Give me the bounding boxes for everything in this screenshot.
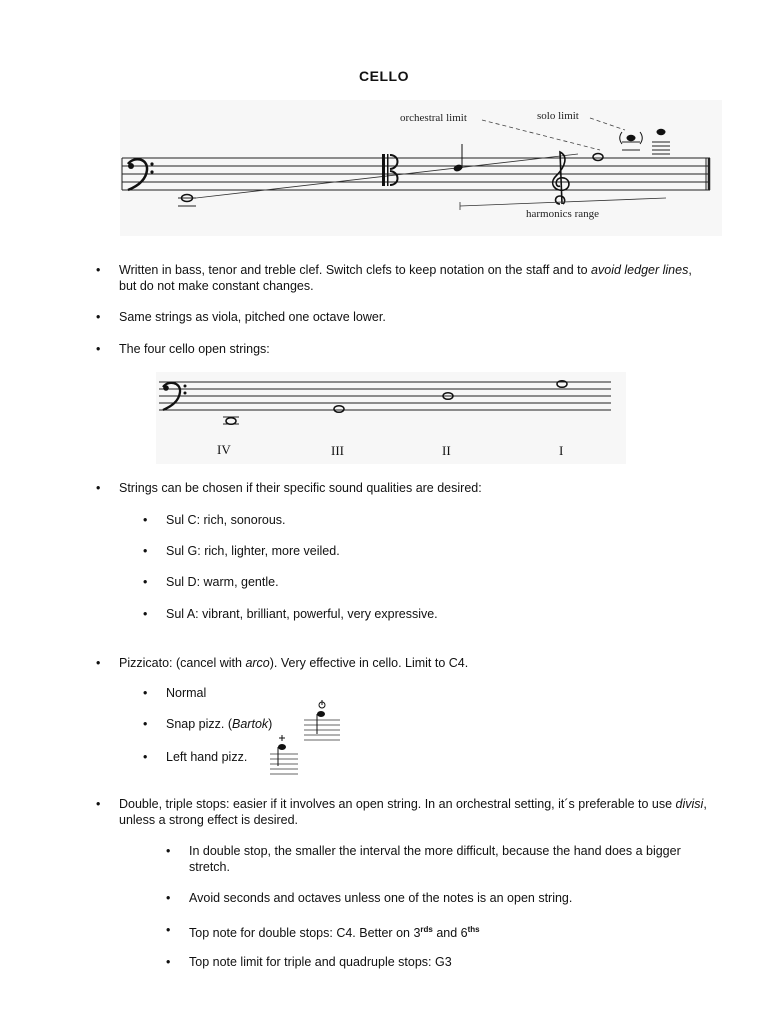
bullet-text: , but do not make constant changes. xyxy=(119,263,692,293)
bullet-emphasis: arco xyxy=(245,656,270,670)
bullet-emphasis: Bartok xyxy=(232,717,269,731)
bullet-icon: • xyxy=(143,575,148,589)
bullet-icon: • xyxy=(166,844,171,858)
bullet-text: Sul A: vibrant, brilliant, powerful, very expressive. xyxy=(166,607,438,621)
bullet-icon: • xyxy=(96,797,101,811)
superscript: ths xyxy=(467,925,480,934)
bullet-emphasis: avoid ledger lines xyxy=(591,263,689,277)
open-strings-staff xyxy=(156,372,626,464)
bullet-text: The four cello open strings: xyxy=(119,342,270,356)
bullet-icon: • xyxy=(166,955,171,969)
string-label-i: I xyxy=(559,443,564,458)
bullet-text: , unless a strong effect is desired. xyxy=(119,797,707,827)
bullet-icon: • xyxy=(96,656,101,670)
string-label-iv: IV xyxy=(217,442,231,457)
bullet-icon: • xyxy=(143,717,148,731)
harmonics-range-label: harmonics range xyxy=(526,208,599,220)
bullet-icon: • xyxy=(143,607,148,621)
bullet-text: Written in bass, tenor and treble clef. Switch clefs to keep notation on the staff and to xyxy=(119,263,592,277)
bullet-icon: • xyxy=(96,481,101,495)
string-label-iii: III xyxy=(331,443,344,458)
bullet-text: ) xyxy=(268,717,273,731)
bullet-text: ). Very effective in cello. Limit to C4. xyxy=(269,656,469,670)
bullet-text: Top note limit for triple and quadruple stops: G3 xyxy=(189,955,452,969)
bullet-text: Same strings as viola, pitched one octave lower. xyxy=(119,310,386,324)
bullet-icon: • xyxy=(143,750,148,764)
bullet-icon: • xyxy=(166,923,171,937)
bullet-text: Sul D: warm, gentle. xyxy=(166,575,279,589)
bullet-icon: • xyxy=(143,686,148,700)
bullet-text: Left hand pizz. xyxy=(166,750,248,764)
bullet-icon: • xyxy=(96,310,101,324)
string-label-ii: II xyxy=(442,443,451,458)
bullet-icon: • xyxy=(143,544,148,558)
bullet-text: Avoid seconds and octaves unless one of the notes is an open string. xyxy=(189,891,573,905)
cello-range-staff xyxy=(120,100,722,236)
bullet-text: and 6 xyxy=(432,926,468,941)
solo-limit-label: solo limit xyxy=(537,110,579,122)
bullet-text: Normal xyxy=(166,686,207,700)
left-hand-pizz-symbol xyxy=(268,734,302,778)
bullet-icon: • xyxy=(96,342,101,356)
bullet-text: Pizzicato: (cancel with xyxy=(119,656,246,670)
bullet-text: In double stop, the smaller the interval the more difficult, because the hand does a bigger stretch. xyxy=(189,844,681,874)
bullet-text: Sul C: rich, sonorous. xyxy=(166,513,286,527)
bullet-text: Sul G: rich, lighter, more veiled. xyxy=(166,544,340,558)
page-title: CELLO xyxy=(359,68,409,84)
superscript: rds xyxy=(420,925,433,934)
bullet-text: Top note for double stops: C4. Better on 3 xyxy=(189,926,421,941)
bullet-emphasis: divisi xyxy=(675,797,704,811)
bullet-icon: • xyxy=(143,513,148,527)
bullet-icon: • xyxy=(166,891,171,905)
bullet-text: Snap pizz. ( xyxy=(166,717,233,731)
bullet-text: Strings can be chosen if their specific sound qualities are desired: xyxy=(119,481,482,495)
bullet-text: Double, triple stops: easier if it involves an open string. In an orchestral setting, it´s preferable to use xyxy=(119,797,676,811)
bullet-icon: • xyxy=(96,263,101,277)
snap-pizz-symbol xyxy=(302,700,342,744)
orchestral-limit-label: orchestral limit xyxy=(400,112,467,124)
